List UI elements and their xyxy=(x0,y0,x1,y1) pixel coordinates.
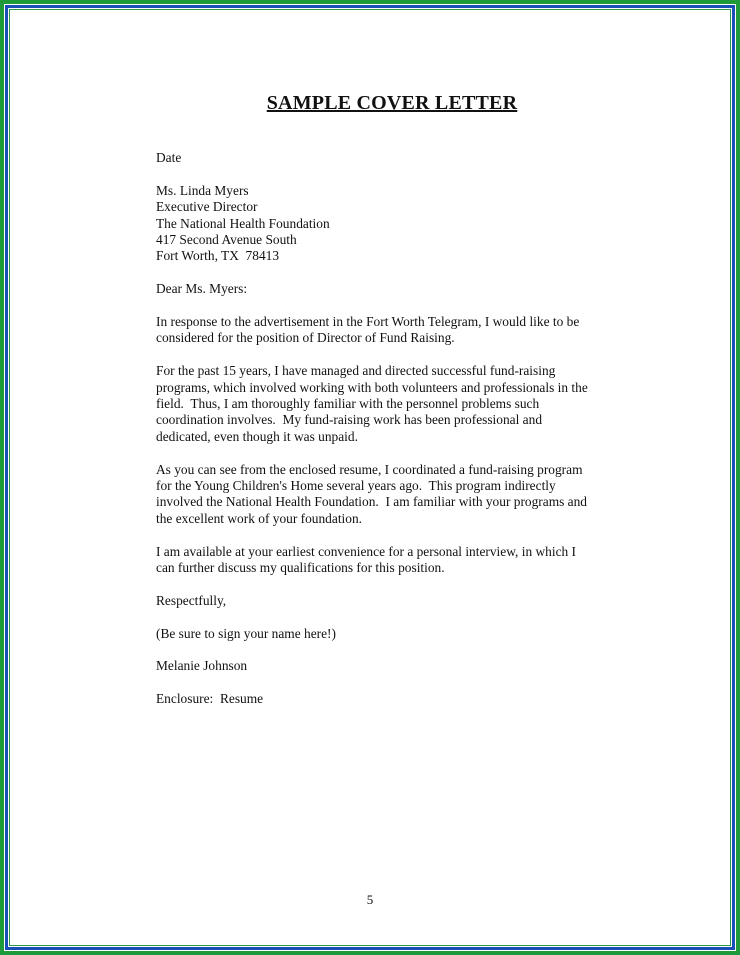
signature-note: (Be sure to sign your name here!) xyxy=(156,625,336,641)
paragraph-line: For the past 15 years, I have managed and directed successful fund-raising xyxy=(156,363,556,379)
paragraph-line: the excellent work of your foundation. xyxy=(156,510,363,526)
paragraph-line: dedicated, even though it was unpaid. xyxy=(156,428,358,444)
recipient-name: Ms. Linda Myers xyxy=(156,182,249,198)
page-number: 5 xyxy=(366,892,374,907)
paragraph-4 xyxy=(156,544,636,577)
paragraph-line: involved the National Health Foundation. I am familiar with your programs and xyxy=(156,494,588,510)
paragraph-line: coordination involves. My fund-raising work has been professional and xyxy=(156,412,543,428)
paragraph-line: can further discuss my qualifications for this position. xyxy=(156,560,445,576)
paragraph-1 xyxy=(156,314,636,347)
paragraph-line: considered for the position of Director of Fund Raising. xyxy=(156,330,455,346)
recipient-organization: The National Health Foundation xyxy=(156,215,330,231)
recipient-city: Fort Worth, TX 78413 xyxy=(156,248,280,264)
salutation: Dear Ms. Myers: xyxy=(156,281,248,297)
letter-body xyxy=(156,150,636,708)
enclosure-line: Enclosure: Resume xyxy=(156,691,264,707)
paragraph-line: As you can see from the enclosed resume, I coordinated a fund-raising program xyxy=(156,461,583,477)
sender-name: Melanie Johnson xyxy=(156,658,248,674)
paragraph-line: programs, which involved working with both volunteers and professionals in the xyxy=(156,379,588,395)
recipient-address xyxy=(156,183,636,265)
paragraph-3 xyxy=(156,462,636,528)
recipient-street: 417 Second Avenue South xyxy=(156,232,297,248)
closing: Respectfully, xyxy=(156,592,227,608)
paragraph-line: I am available at your earliest convenience for a personal interview, in which I xyxy=(156,543,577,559)
recipient-position: Executive Director xyxy=(156,199,258,215)
document-title: SAMPLE COVER LETTER xyxy=(266,92,518,114)
paragraph-line: for the Young Children's Home several years ago. This program indirectly xyxy=(156,478,556,494)
paragraph-line: In response to the advertisement in the Fort Worth Telegram, I would like to be xyxy=(156,314,580,330)
letter-date: Date xyxy=(156,150,182,165)
paragraph-line: field. Thus, I am thoroughly familiar with the personnel problems such xyxy=(156,396,540,412)
paragraph-2 xyxy=(156,363,636,445)
